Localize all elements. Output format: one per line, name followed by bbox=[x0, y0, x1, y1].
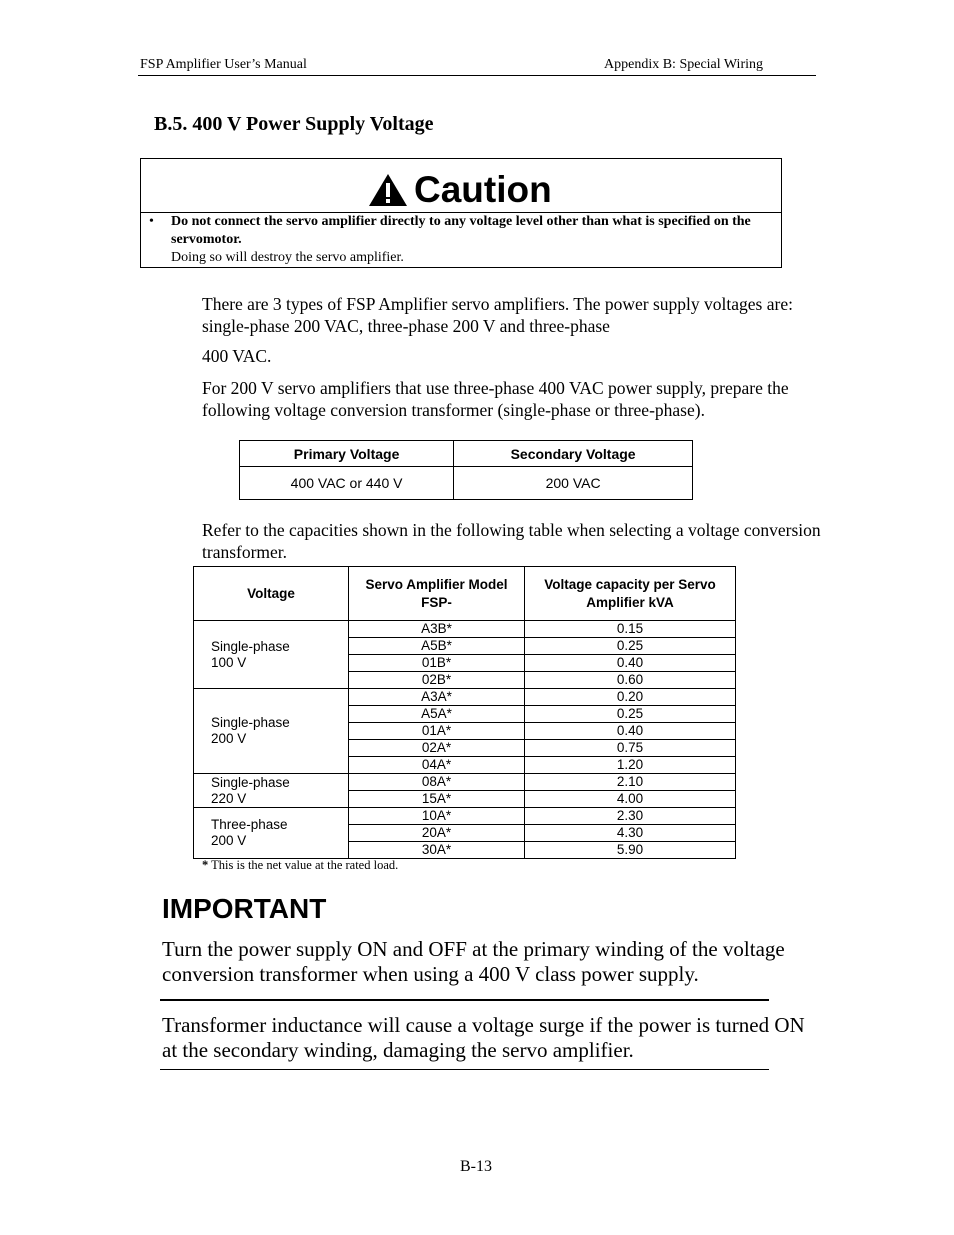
cell-model: 08A* bbox=[349, 774, 525, 791]
cell-capacity: 1.20 bbox=[525, 757, 736, 774]
table-row bbox=[194, 689, 736, 706]
cell-primary-voltage: 400 VAC or 440 V bbox=[240, 467, 454, 500]
paragraph-amplifier-types: There are 3 types of FSP Amplifier servo amplifiers. The power supply voltages are: single-phase 200 VAC, three-phase 200 V and three-phase bbox=[202, 294, 793, 336]
caution-warning-text: Do not connect the servo amplifier directly to any voltage level other than what is specified on the servomotor. bbox=[171, 214, 751, 247]
cell-capacity: 4.00 bbox=[525, 791, 736, 808]
cell-model: 15A* bbox=[349, 791, 525, 808]
header-primary-voltage: Primary Voltage bbox=[240, 441, 454, 467]
cell-model: 01A* bbox=[349, 723, 525, 740]
divider bbox=[160, 999, 769, 1001]
voltage-group-voltage: 220 V bbox=[211, 790, 247, 806]
voltage-group-voltage: 200 V bbox=[211, 731, 247, 746]
cell-model: A5A* bbox=[349, 706, 525, 723]
cell-model: 02B* bbox=[349, 672, 525, 689]
caution-title-row bbox=[141, 159, 781, 213]
cell-model: 02A* bbox=[349, 740, 525, 757]
cell-secondary-voltage: 200 VAC bbox=[454, 467, 693, 500]
cell-capacity: 0.60 bbox=[525, 672, 736, 689]
important-text-1: Turn the power supply ON and OFF at the primary winding of the voltage conversion transformer when using a 400 V class power supply. bbox=[162, 937, 785, 986]
cell-model: 01B* bbox=[349, 655, 525, 672]
cell-model: A3B* bbox=[349, 621, 525, 638]
voltage-group-phase: Single-phase bbox=[211, 715, 290, 730]
footnote-text: This is the net value at the rated load. bbox=[208, 858, 399, 872]
header-voltage: Voltage bbox=[194, 567, 349, 621]
section-title: B.5. 400 V Power Supply Voltage bbox=[154, 113, 434, 135]
caution-bullet: • bbox=[149, 214, 154, 229]
cell-model: A3A* bbox=[349, 689, 525, 706]
header-appendix-title: Appendix B: Special Wiring bbox=[604, 57, 763, 72]
table-header-row bbox=[194, 567, 736, 621]
cell-capacity: 2.10 bbox=[525, 774, 736, 791]
capacity-table bbox=[193, 566, 736, 859]
voltage-group-phase: Single-phase bbox=[211, 638, 290, 654]
voltage-group-voltage: 100 V bbox=[211, 654, 247, 670]
divider bbox=[160, 1069, 769, 1070]
cell-capacity: 0.40 bbox=[525, 723, 736, 740]
warning-triangle-icon bbox=[368, 173, 408, 207]
table-row bbox=[194, 621, 736, 638]
voltage-conversion-table bbox=[239, 440, 693, 500]
cell-capacity: 0.15 bbox=[525, 621, 736, 638]
header-secondary-voltage: Secondary Voltage bbox=[454, 441, 693, 467]
header-manual-title: FSP Amplifier User’s Manual bbox=[140, 57, 307, 72]
cell-model: 10A* bbox=[349, 808, 525, 825]
header-model: Servo Amplifier Model FSP- bbox=[349, 567, 525, 621]
important-heading: IMPORTANT bbox=[162, 893, 327, 924]
cell-capacity: 0.40 bbox=[525, 655, 736, 672]
table-row bbox=[194, 774, 736, 791]
cell-capacity: 0.25 bbox=[525, 638, 736, 655]
footnote-star: * bbox=[202, 858, 209, 872]
caution-title-text: Caution bbox=[414, 169, 552, 210]
voltage-group-label bbox=[194, 621, 349, 689]
paragraph-capacity-reference: Refer to the capacities shown in the following table when selecting a voltage conversion transformer. bbox=[202, 520, 821, 562]
cell-capacity: 4.30 bbox=[525, 825, 736, 842]
cell-capacity: 0.20 bbox=[525, 689, 736, 706]
voltage-group-label bbox=[194, 689, 349, 774]
table-footnote bbox=[202, 858, 398, 873]
caution-box bbox=[140, 158, 782, 268]
table-header-row bbox=[240, 441, 693, 467]
cell-capacity: 2.30 bbox=[525, 808, 736, 825]
cell-capacity: 0.75 bbox=[525, 740, 736, 757]
paragraph-transformer-prep: For 200 V servo amplifiers that use three-phase 400 VAC power supply, prepare the following voltage conversion transformer (single-phase or three-phase). bbox=[202, 378, 789, 420]
cell-model: 20A* bbox=[349, 825, 525, 842]
voltage-group-voltage: 200 V bbox=[211, 833, 247, 848]
paragraph-amplifier-types-cont: 400 VAC. bbox=[202, 346, 272, 366]
voltage-group-phase: Three-phase bbox=[211, 817, 288, 832]
important-text-2: Transformer inductance will cause a voltage surge if the power is turned ON at the secondary winding, damaging the servo amplifier. bbox=[162, 1013, 805, 1062]
capacity-table-body bbox=[194, 621, 736, 859]
caution-consequence-text: Doing so will destroy the servo amplifier. bbox=[171, 250, 404, 265]
caution-heading bbox=[368, 169, 552, 211]
voltage-group-label bbox=[194, 774, 349, 808]
cell-model: 30A* bbox=[349, 842, 525, 859]
cell-model: 04A* bbox=[349, 757, 525, 774]
cell-model: A5B* bbox=[349, 638, 525, 655]
header-rule bbox=[138, 75, 816, 76]
cell-capacity: 5.90 bbox=[525, 842, 736, 859]
page-number: B-13 bbox=[460, 1158, 492, 1175]
cell-capacity: 0.25 bbox=[525, 706, 736, 723]
header-capacity: Voltage capacity per Servo Amplifier kVA bbox=[525, 567, 736, 621]
voltage-group-phase: Single-phase bbox=[211, 774, 290, 790]
table-row bbox=[194, 808, 736, 825]
table-row bbox=[240, 467, 693, 500]
voltage-group-label bbox=[194, 808, 349, 859]
